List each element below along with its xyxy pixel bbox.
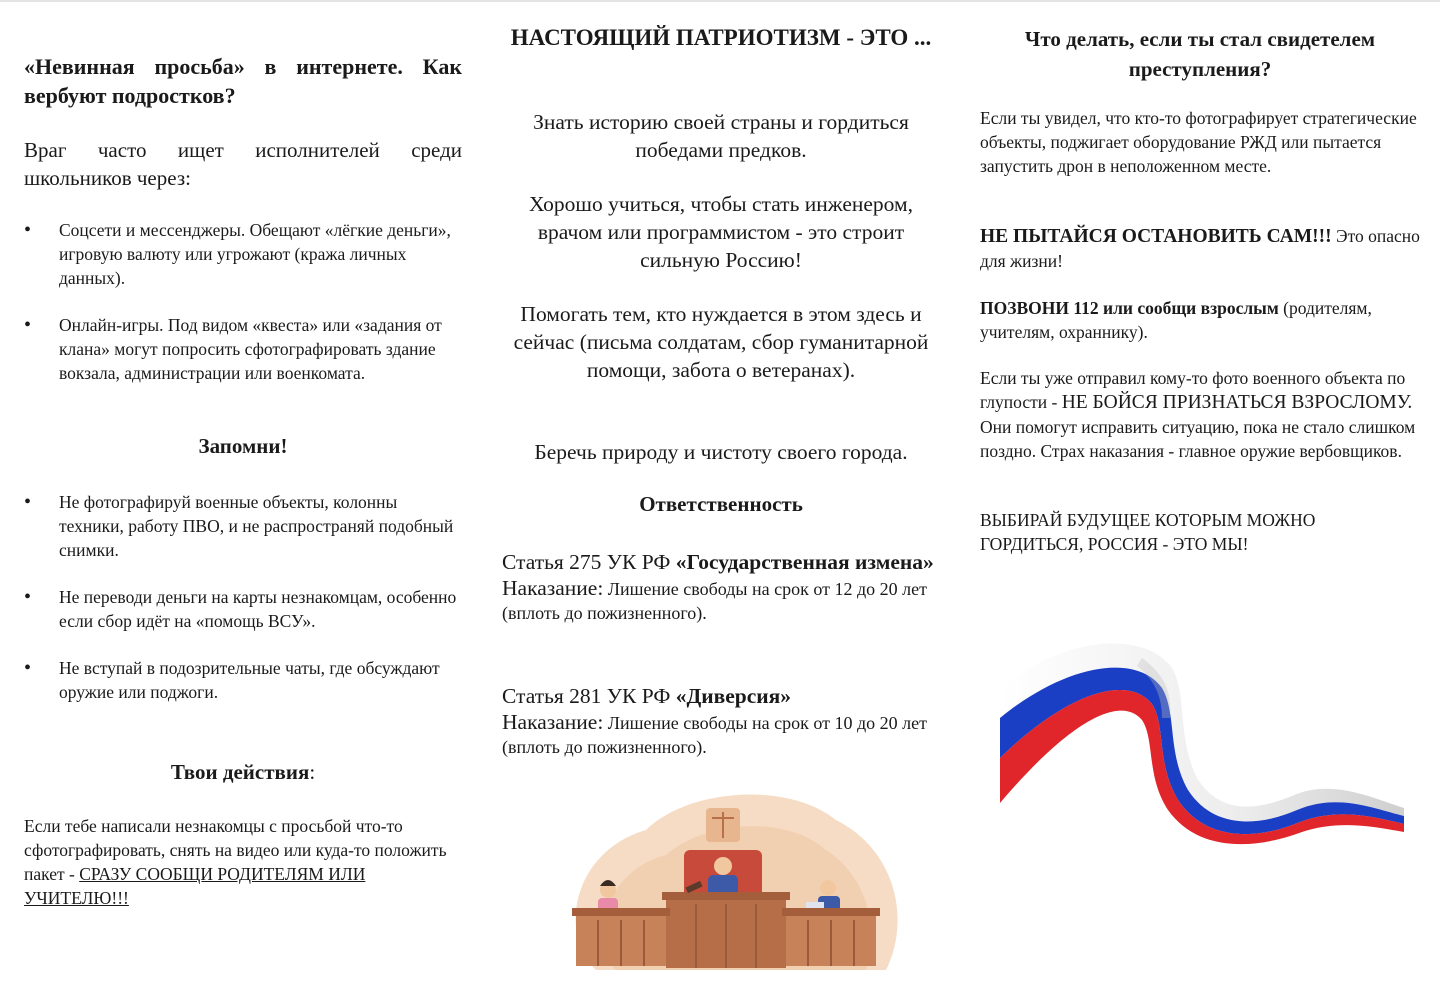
article-275 <box>502 548 942 625</box>
courtroom-illustration <box>536 780 916 980</box>
penalty-label: Наказание: <box>502 576 604 600</box>
remember-list <box>24 490 462 727</box>
slogan: ВЫБИРАЙ БУДУЩЕЕ КОТОРЫМ МОЖНО ГОРДИТЬСЯ, РОССИЯ - ЭТО МЫ! <box>980 510 1316 554</box>
article-name: «Диверсия» <box>675 684 792 708</box>
witness-paragraph: Если ты увидел, что кто-то фотографирует стратегические объекты, поджигает оборудование РЖД или пытается запустить дрон в неположенном месте. <box>980 108 1417 176</box>
witness-title: Что делать, если ты стал свидетелем преступления? <box>1024 27 1376 81</box>
responsibility-heading: Ответственность <box>639 492 803 516</box>
confess-paragraph <box>980 366 1420 463</box>
confess-text-c: Они помогут исправить ситуацию, пока не стало слишком поздно. Страх наказания - главное оружие вербовщиков. <box>980 417 1416 461</box>
confess-emphasis: НЕ БОЙСЯ ПРИЗНАТЬСЯ ВЗРОСЛОМУ. <box>1061 392 1413 413</box>
article-title <box>502 548 942 576</box>
patriotism-paragraph: Знать историю своей страны и гордиться победами предков. <box>533 110 909 162</box>
list-item: • Не переводи деньги на карты незнакомцам, особенно если сбор идёт на «помощь ВСУ». <box>24 585 462 633</box>
penalty-text: Лишение свободы на срок от 12 до 20 лет (вплоть до пожизненного). <box>502 579 927 623</box>
warning-bold: НЕ ПЫТАЙСЯ ОСТАНОВИТЬ САМ!!! <box>980 226 1332 247</box>
recruitment-title: «Невинная просьба» в интернете. Как вербуют подростков? <box>24 54 462 108</box>
actions-heading-text: Твои действия <box>170 760 310 784</box>
russian-flag-ribbon <box>992 618 1412 848</box>
call-paragraph <box>980 296 1420 344</box>
warning-paragraph <box>980 224 1420 273</box>
article-penalty <box>502 576 942 625</box>
list-item: • Соцсети и мессенджеры. Обещают «лёгкие деньги», игровую валюту или угрожают (кража личных данных). <box>24 218 462 290</box>
list-item: • Не фотографируй военные объекты, колонны техники, работу ПВО, и не распространяй подобный снимки. <box>24 490 462 562</box>
article-name: «Государственная измена» <box>675 550 934 574</box>
confess-text-a: Если ты уже отправил кому-то фото военного объекта по глупости - <box>980 368 1406 412</box>
actions-heading <box>24 760 462 785</box>
actions-text-main: Если тебе написали незнакомцы с просьбой что-то сфотографировать, снять на видео или куда-то положить пакет - <box>24 816 447 884</box>
call-rest: (родителям, учителям, охраннику). <box>980 298 1372 342</box>
article-number: Статья 281 УК РФ <box>502 684 676 708</box>
actions-text <box>24 814 462 910</box>
article-penalty <box>502 710 942 759</box>
article-281 <box>502 682 942 759</box>
penalty-label: Наказание: <box>502 710 604 734</box>
list-item: • Онлайн-игры. Под видом «квеста» или «задания от клана» могут попросить сфотографировать здание вокзала, администрации или военкомата. <box>24 313 462 385</box>
patriotism-paragraph: Помогать тем, кто нуждается в этом здесь и сейчас (письма солдатам, сбор гуманитарной помощи, забота о ветеранах). <box>513 302 929 382</box>
list-item: • Не вступай в подозрительные чаты, где обсуждают оружие или поджоги. <box>24 656 462 704</box>
patriotism-title: НАСТОЯЩИЙ ПАТРИОТИЗМ - ЭТО ... <box>510 25 932 50</box>
penalty-text: Лишение свободы на срок от 10 до 20 лет (вплоть до пожизненного). <box>502 713 927 757</box>
remember-heading: Запомни! <box>198 434 288 458</box>
top-divider <box>0 0 1440 2</box>
article-number: Статья 275 УК РФ <box>502 550 676 574</box>
patriotism-paragraph: Хорошо учиться, чтобы стать инженером, врачом или программистом - это строит сильную Россию! <box>529 192 913 272</box>
warning-rest: Это опасно для жизни! <box>980 226 1420 271</box>
call-bold: ПОЗВОНИ 112 или сообщи взрослым <box>980 298 1279 318</box>
channels-list <box>24 218 462 408</box>
recruitment-intro: Враг часто ищет исполнителей среди школьников через: <box>24 138 462 190</box>
article-title <box>502 682 942 710</box>
actions-heading-colon: : <box>309 760 316 784</box>
actions-emphasis: СРАЗУ СООБЩИ РОДИТЕЛЯМ ИЛИ УЧИТЕЛЮ!!! <box>24 864 366 908</box>
patriotism-paragraph: Беречь природу и чистоту своего города. <box>534 440 908 464</box>
